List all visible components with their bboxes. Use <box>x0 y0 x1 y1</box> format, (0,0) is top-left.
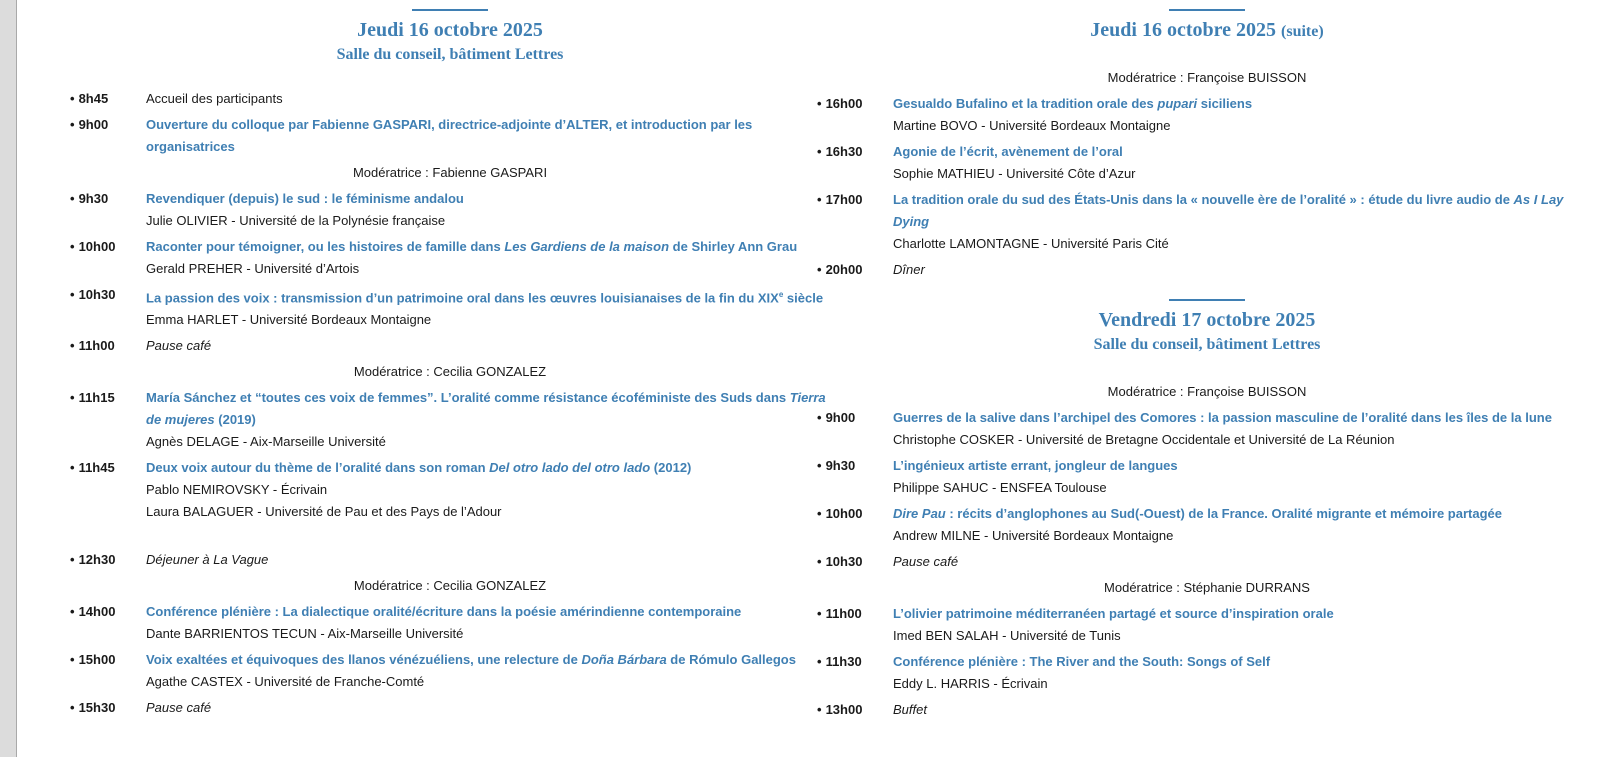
entry-time: • 10h30 <box>70 284 140 306</box>
schedule-entry <box>70 457 830 523</box>
entry-title: Conférence plénière : The River and the South: Songs of Self <box>893 654 1271 669</box>
entry-time: • 8h45 <box>70 88 140 110</box>
entry-title: L’olivier patrimoine méditerranéen partagé et source d’inspiration orale <box>893 606 1334 621</box>
left-column <box>70 0 830 719</box>
entry-speaker: Pablo NEMIROVSKY - Écrivain <box>146 482 328 498</box>
schedule-entry <box>817 699 1597 721</box>
moderator-line: Modératrice : Françoise BUISSON <box>1107 384 1307 399</box>
right-column <box>817 0 1597 721</box>
entry-title: La tradition orale du sud des États-Unis dans la « nouvelle ère de l’oralité » : étude du livre audio de As I Lay Dying <box>893 192 1564 229</box>
entry-speaker: Emma HARLET - Université Bordeaux Montaigne <box>146 312 432 328</box>
entry-time: • 11h45 <box>70 457 140 479</box>
day-suite: (suite) <box>1281 23 1324 40</box>
entry-time: • 15h00 <box>70 649 140 671</box>
day-place: Salle du conseil, bâtiment Lettres <box>1093 336 1321 353</box>
entry-speaker: Imed BEN SALAH - Université de Tunis <box>893 628 1121 643</box>
entry-time: • 12h30 <box>70 549 140 571</box>
entry-time: • 15h30 <box>70 697 140 719</box>
entry-text: Dîner <box>893 262 925 277</box>
moderator-line: Modératrice : Cecilia GONZALEZ <box>353 578 547 594</box>
entry-speaker: Agathe CASTEX - Université de Franche-Comté <box>146 674 425 690</box>
schedule-entry <box>817 93 1597 137</box>
entry-title: Gesualdo Bufalino et la tradition orale des pupari siciliens <box>893 96 1253 111</box>
entry-text: Déjeuner à La Vague <box>146 552 269 568</box>
moderator-line: Modératrice : Françoise BUISSON <box>1107 70 1307 85</box>
entry-title: Ouverture du colloque par Fabienne GASPARI, directrice-adjointe d’ALTER, et introduction par les organisatrices <box>146 117 753 154</box>
entry-time: • 14h00 <box>70 601 140 623</box>
schedule-entry <box>70 114 830 158</box>
entry-speaker: Charlotte LAMONTAGNE - Université Paris Cité <box>893 236 1169 251</box>
day-title: Jeudi 16 octobre 2025 <box>357 19 543 41</box>
schedule-entry <box>817 407 1597 451</box>
entry-title: María Sánchez et “toutes ces voix de femmes”. L’oralité comme résistance écoféministe des Suds dans Tierra de mujeres (2019) <box>146 390 826 428</box>
schedule-entry <box>70 236 830 280</box>
schedule-entry <box>817 141 1597 185</box>
entry-text: Pause café <box>146 700 212 716</box>
schedule-entry <box>70 335 830 357</box>
entry-speaker: Martine BOVO - Université Bordeaux Montaigne <box>893 118 1171 133</box>
entry-time: • 9h00 <box>70 114 140 136</box>
entry-time: • 10h00 <box>70 236 140 258</box>
entry-time: • 9h30 <box>70 188 140 210</box>
day-title: Vendredi 17 octobre 2025 <box>1098 309 1316 331</box>
entry-time: • 10h30 <box>817 551 887 573</box>
schedule-entry <box>70 188 830 232</box>
entry-time: • 9h30 <box>817 455 887 477</box>
entry-time: • 10h00 <box>817 503 887 525</box>
schedule-entry <box>70 601 830 645</box>
entry-text: Pause café <box>893 554 959 569</box>
schedule-entry <box>70 697 830 719</box>
entry-title: Guerres de la salive dans l’archipel des Comores : la passion masculine de l’oralité dans les îles de la lune <box>893 410 1552 425</box>
entry-title: Raconter pour témoigner, ou les histoires de famille dans Les Gardiens de la maison de Shirley Ann Grau <box>146 239 798 254</box>
schedule-entry <box>70 88 830 110</box>
entry-speaker: Julie OLIVIER - Université de la Polynésie française <box>146 213 446 228</box>
heading-rule <box>1169 9 1245 11</box>
moderator-line: Modératrice : Cecilia GONZALEZ <box>353 364 547 380</box>
entry-title: Voix exaltées et équivoques des llanos vénézuéliens, une relecture de Doña Bárbara de Rómulo Gallegos <box>146 652 796 668</box>
entry-title: Conférence plénière : La dialectique oralité/écriture dans la poésie amérindienne contemporaine <box>146 604 742 620</box>
entry-speaker: Gerald PREHER - Université d’Artois <box>146 261 360 276</box>
schedule-entry <box>817 503 1597 547</box>
entry-time: • 11h00 <box>70 335 140 357</box>
entry-title: La passion des voix : transmission d’un patrimoine oral dans les œuvres louisianaises de la fin du XIXe siècle <box>146 290 824 306</box>
heading-rule <box>412 9 488 11</box>
heading-rule <box>1169 299 1245 301</box>
schedule-entry <box>817 189 1597 255</box>
entry-speaker: Laura BALAGUER - Université de Pau et des Pays de l’Adour <box>146 504 502 520</box>
entry-text: Buffet <box>893 702 927 717</box>
entry-time: • 16h30 <box>817 141 887 163</box>
entry-time: • 9h00 <box>817 407 887 429</box>
entry-speaker: Philippe SAHUC - ENSFEA Toulouse <box>893 480 1107 495</box>
entry-speaker: Sophie MATHIEU - Université Côte d’Azur <box>893 166 1136 181</box>
moderator-line: Modératrice : Fabienne GASPARI <box>352 165 548 180</box>
entry-title: Dire Pau : récits d’anglophones au Sud(-Ouest) de la France. Oralité migrante et mémoire partagée <box>893 506 1502 521</box>
day-title: Jeudi 16 octobre 2025 (suite) <box>1090 19 1324 41</box>
schedule-entry <box>70 284 830 331</box>
moderator-line: Modératrice : Stéphanie DURRANS <box>1104 580 1310 595</box>
day-heading <box>70 9 830 65</box>
schedule-entry <box>70 549 830 571</box>
schedule-entry <box>70 649 830 693</box>
entry-time: • 20h00 <box>817 259 887 281</box>
schedule-entry <box>817 651 1597 695</box>
schedule-entry <box>817 551 1597 573</box>
entry-title: L’ingénieux artiste errant, jongleur de langues <box>893 458 1178 473</box>
entry-speaker: Agnès DELAGE - Aix-Marseille Université <box>146 434 386 450</box>
schedule-entry <box>817 603 1597 647</box>
entry-title: Revendiquer (depuis) le sud : le féminisme andalou <box>146 191 464 206</box>
entry-text: Accueil des participants <box>146 91 283 106</box>
entry-text: Pause café <box>146 338 212 354</box>
document-page <box>16 0 1605 757</box>
entry-time: • 11h30 <box>817 651 887 673</box>
entry-time: • 11h15 <box>70 387 140 409</box>
entry-speaker: Andrew MILNE - Université Bordeaux Montaigne <box>893 528 1174 543</box>
day-place: Salle du conseil, bâtiment Lettres <box>336 46 564 63</box>
entry-time: • 16h00 <box>817 93 887 115</box>
entry-speaker: Dante BARRIENTOS TECUN - Aix-Marseille Université <box>146 626 464 642</box>
entry-time: • 11h00 <box>817 603 887 625</box>
entry-title: Agonie de l’écrit, avènement de l’oral <box>893 144 1123 159</box>
schedule-entry <box>70 387 830 453</box>
schedule-entry <box>817 259 1597 281</box>
day-heading <box>817 299 1597 355</box>
day-heading <box>817 9 1597 44</box>
entry-speaker: Christophe COSKER - Université de Bretagne Occidentale et Université de La Réunion <box>893 432 1395 447</box>
schedule-entry <box>817 455 1597 499</box>
entry-time: • 13h00 <box>817 699 887 721</box>
entry-speaker: Eddy L. HARRIS - Écrivain <box>893 676 1048 691</box>
entry-time: • 17h00 <box>817 189 887 211</box>
entry-title: Deux voix autour du thème de l’oralité dans son roman Del otro lado del otro lado (2012) <box>146 460 692 476</box>
